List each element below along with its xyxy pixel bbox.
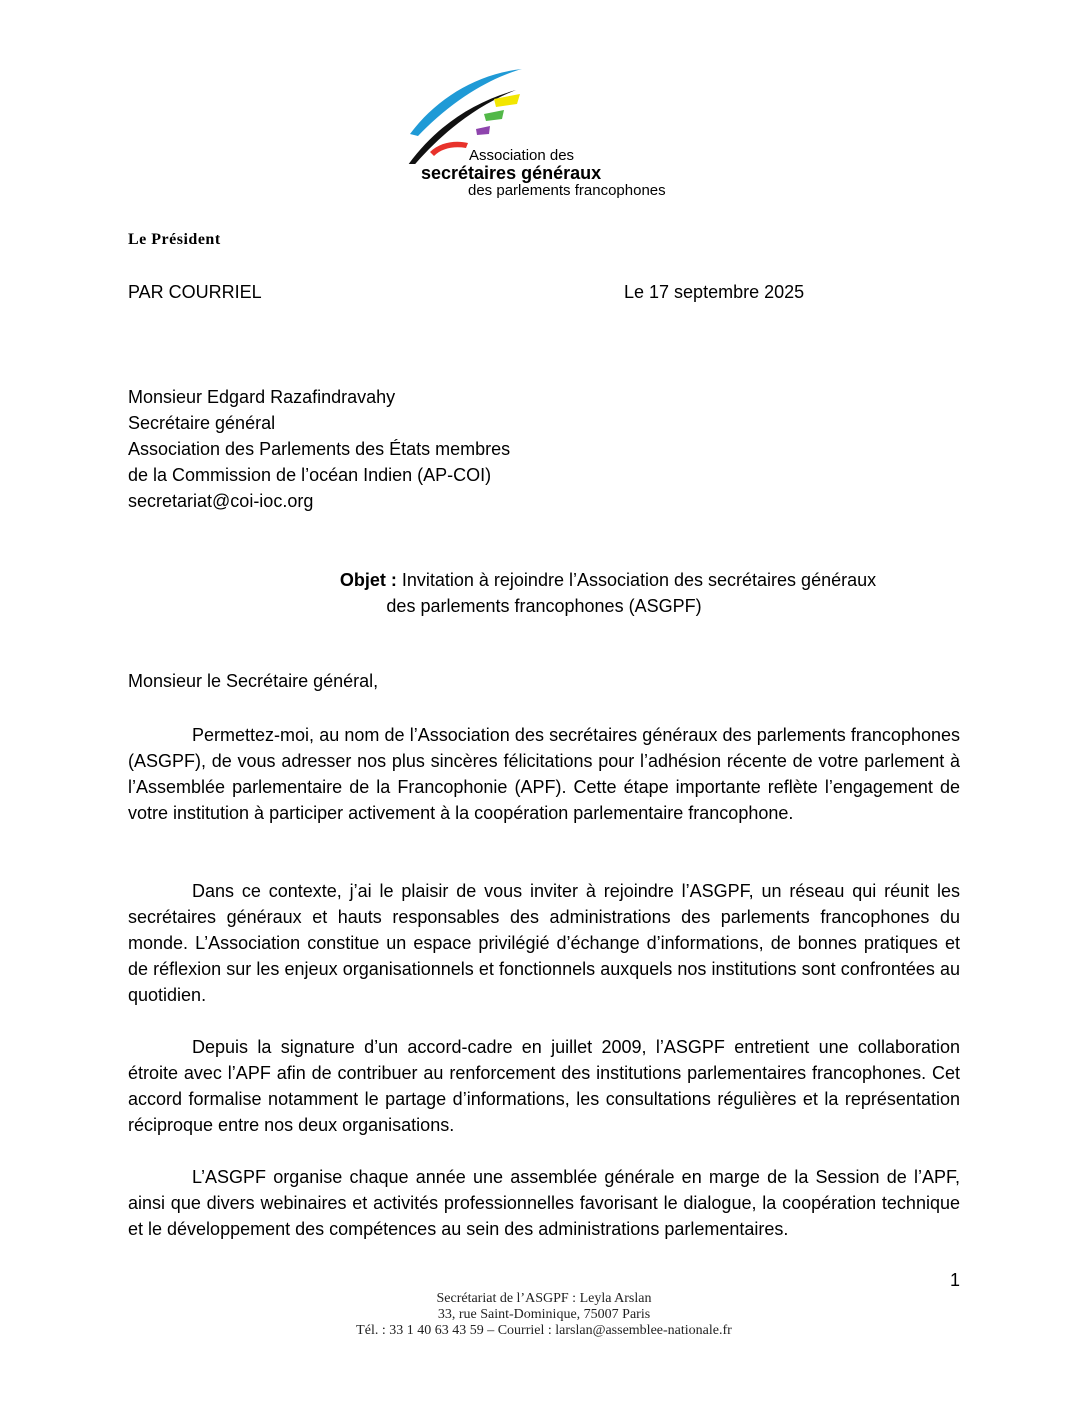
- footer-address: 33, rue Saint-Dominique, 75007 Paris: [437, 1307, 651, 1322]
- footer-contact: Tél. : 33 1 40 63 43 59 – Courriel : larslan@assemblee-nationale.fr: [356, 1323, 732, 1338]
- association-logo: [396, 64, 696, 204]
- salutation: Monsieur le Secrétaire général,: [128, 671, 379, 691]
- page-number: 1: [950, 1270, 961, 1290]
- recipient-organization-line1: Association des Parlements des États membres: [128, 439, 511, 459]
- subject-text-line1: Invitation à rejoindre l’Association des secrétaires généraux: [396, 570, 877, 590]
- sender-title: Le Président: [128, 231, 221, 248]
- logo-red-shape: [430, 142, 468, 156]
- letter-date: Le 17 septembre 2025: [624, 282, 805, 302]
- body-paragraph-1: Permettez-moi, au nom de l’Association des secrétaires généraux des parlements francophones (ASGPF), de vous adresser nos plus sincères félicitations pour l’adhésion récente de votre parlement à l’Assemblée parlementaire de la Francophonie (APF). Cette étape importante reflète l’engagement de votre institution à participer activement à la coopération parlementaire francophone.: [128, 725, 960, 823]
- recipient-email: secretariat@coi-ioc.org: [128, 491, 314, 511]
- logo-green-shape: [484, 110, 504, 121]
- logo-text-line1: Association des: [469, 147, 575, 164]
- recipient-name: Monsieur Edgard Razafindravahy: [128, 387, 396, 407]
- logo-purple-shape: [476, 126, 490, 135]
- subject-block: [128, 567, 960, 619]
- footer-secretariat: Secrétariat de l’ASGPF : Leyla Arslan: [436, 1291, 652, 1306]
- logo-text-line2: secrétaires généraux: [421, 163, 602, 183]
- logo-text-line3: des parlements francophones: [468, 182, 666, 199]
- recipient-block: [128, 384, 510, 514]
- recipient-title: Secrétaire général: [128, 413, 276, 433]
- recipient-organization-line2: de la Commission de l’océan Indien (AP-COI): [128, 465, 492, 485]
- subject-label: Objet :: [339, 570, 397, 590]
- footer: [344, 1291, 744, 1339]
- delivery-mode: PAR COURRIEL: [128, 282, 262, 302]
- body-paragraph-3: Depuis la signature d’un accord-cadre en juillet 2009, l’ASGPF entretient une collaboration étroite avec l’APF afin de contribuer au renforcement des institutions parlementaires francophones. Cet accord formalise notamment le partage d’informations, les consultations régulières et la représentation réciproque entre nos deux organisations.: [128, 1037, 960, 1135]
- subject-line2: des parlements francophones (ASGPF): [386, 596, 702, 616]
- body-paragraph-4: L’ASGPF organise chaque année une assemblée générale en marge de la Session de l’APF, ainsi que divers webinaires et activités professionnelles favorisant le dialogue, la coopération technique et le développement des compétences au sein des administrations parlementaires.: [128, 1167, 960, 1239]
- subject-line1: [128, 567, 960, 593]
- body-paragraph-2: Dans ce contexte, j’ai le plaisir de vous inviter à rejoindre l’ASGPF, un réseau qui réunit les secrétaires généraux et hauts responsables des administrations des parlements francophones du monde. L’Association constitue un espace privilégié d’échange d’informations, de bonnes pratiques et de réflexion sur les enjeux organisationnels et fonctionnels auxquels nos institutions sont confrontées au quotidien.: [128, 881, 960, 1005]
